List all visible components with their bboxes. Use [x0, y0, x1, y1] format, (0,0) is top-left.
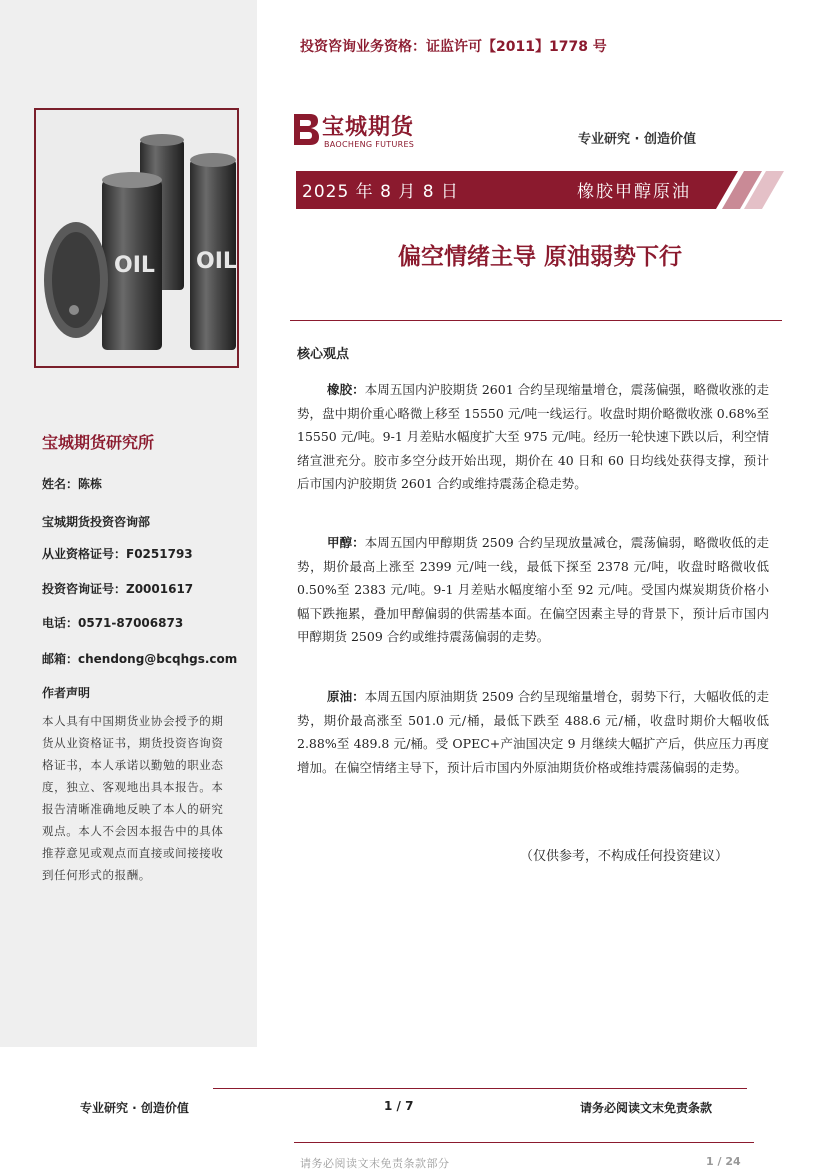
- footer-notice[interactable]: 请务必阅读文末免责条款: [580, 1101, 713, 1115]
- qualification-number: 从业资格证号：F0251793: [42, 547, 193, 561]
- logo-icon: [290, 110, 320, 152]
- oil-barrels-image: [34, 108, 239, 368]
- page-number-2: 1 / 24: [706, 1155, 741, 1168]
- header-slogan: 专业研究 · 创造价值: [578, 132, 696, 147]
- svg-text:OIL: OIL: [196, 249, 237, 274]
- divider: [290, 320, 782, 321]
- methanol-text: 本周五国内甲醇期货 2509 合约呈现放量减仓，震荡偏弱，略微收低的走势，期价最高上涨至 2399 元/吨一线，最低下探至 2378 元/吨，收盘时略微收低 0.50%至 2383 元/吨。9-1 月差贴水幅度缩小至 92 元/吨。受国内煤炭期货价格小幅下跌拖累，叠加甲醇偏弱的供需基本面。在偏空因素主导的背景下，预计后市国内甲醇期货 2509 合约或维持震荡偏弱的走势。: [297, 535, 769, 645]
- crude-text: 本周五国内原油期货 2509 合约呈现缩量增仓，弱势下行，大幅收低的走势，期价最高涨至 501.0 元/桶，最低下跌至 488.6 元/桶，收盘时期价大幅收低 2.88%至 489.8 元/桶。受 OPEC+产油国决定 9 月继续大幅扩产后，供应压力再度增加。在偏空情绪主导下，预计后市国内外原油期货价格或维持震荡偏弱的走势。: [297, 689, 769, 775]
- section-title: 核心观点: [297, 347, 350, 362]
- consulting-number: 投资咨询证号：Z0001617: [42, 582, 194, 596]
- declaration-title: 作者声明: [42, 686, 91, 700]
- logo-name: 宝城期货: [322, 115, 415, 140]
- disclaimer: （仅供参考，不构成任何投资建议）: [520, 849, 729, 864]
- crude-paragraph: [297, 685, 769, 779]
- institute-name: 宝城期货研究所: [42, 433, 155, 452]
- department: 宝城期货投资咨询部: [42, 515, 151, 529]
- methanol-label: 甲醇：: [327, 535, 365, 550]
- license-line: 投资咨询业务资格：证监许可【2011】1778 号: [300, 39, 607, 55]
- footer-divider-2: [294, 1142, 754, 1143]
- oil-barrels-illustration: [36, 110, 237, 366]
- rubber-paragraph: [297, 378, 769, 496]
- footer-slogan: 专业研究 · 创造价值: [80, 1101, 189, 1115]
- svg-text:OIL: OIL: [114, 253, 155, 278]
- rubber-label: 橡胶：: [327, 382, 365, 397]
- author-name: 姓名：陈栋: [42, 477, 103, 491]
- methanol-paragraph: [297, 531, 769, 649]
- footer-notice-2: 请务必阅读文末免责条款部分: [300, 1157, 450, 1170]
- email[interactable]: 邮箱：chendong@bcqhgs.com: [42, 652, 238, 666]
- page-number: 1 / 7: [384, 1099, 414, 1113]
- phone: 电话：0571-87006873: [42, 616, 184, 630]
- footer-divider: [213, 1088, 747, 1089]
- crude-label: 原油：: [327, 689, 365, 704]
- author-declaration: 本人具有中国期货业协会授予的期货从业资格证书，期货投资咨询资格证书，本人承诺以勤勉的职业态度，独立、客观地出具本报告。本报告清晰准确地反映了本人的研究观点。本人不会因本报告中的具体推荐意见或观点而直接或间接接收到任何形式的报酬。: [42, 714, 224, 882]
- logo-english: BAOCHENG FUTURES: [324, 140, 415, 149]
- report-headline: 偏空情绪主导 原油弱势下行: [397, 244, 682, 270]
- report-date: 2025 年 8 月 8 日: [302, 182, 459, 202]
- report-category: 橡胶甲醇原油: [577, 182, 691, 202]
- rubber-text: 本周五国内沪胶期货 2601 合约呈现缩量增仓，震荡偏强，略微收涨的走势，盘中期价重心略微上移至 15550 元/吨一线运行。收盘时期价略微收涨 0.68%至 15550 元/吨。9-1 月差贴水幅度扩大至 975 元/吨。经历一轮快速下跌以后，利空情绪宣泄充分。胶市多空分歧开始出现，期价在 40 日和 60 日均线处获得支撑，预计后市国内沪胶期货 2601 合约或维持震荡企稳走势。: [297, 382, 769, 492]
